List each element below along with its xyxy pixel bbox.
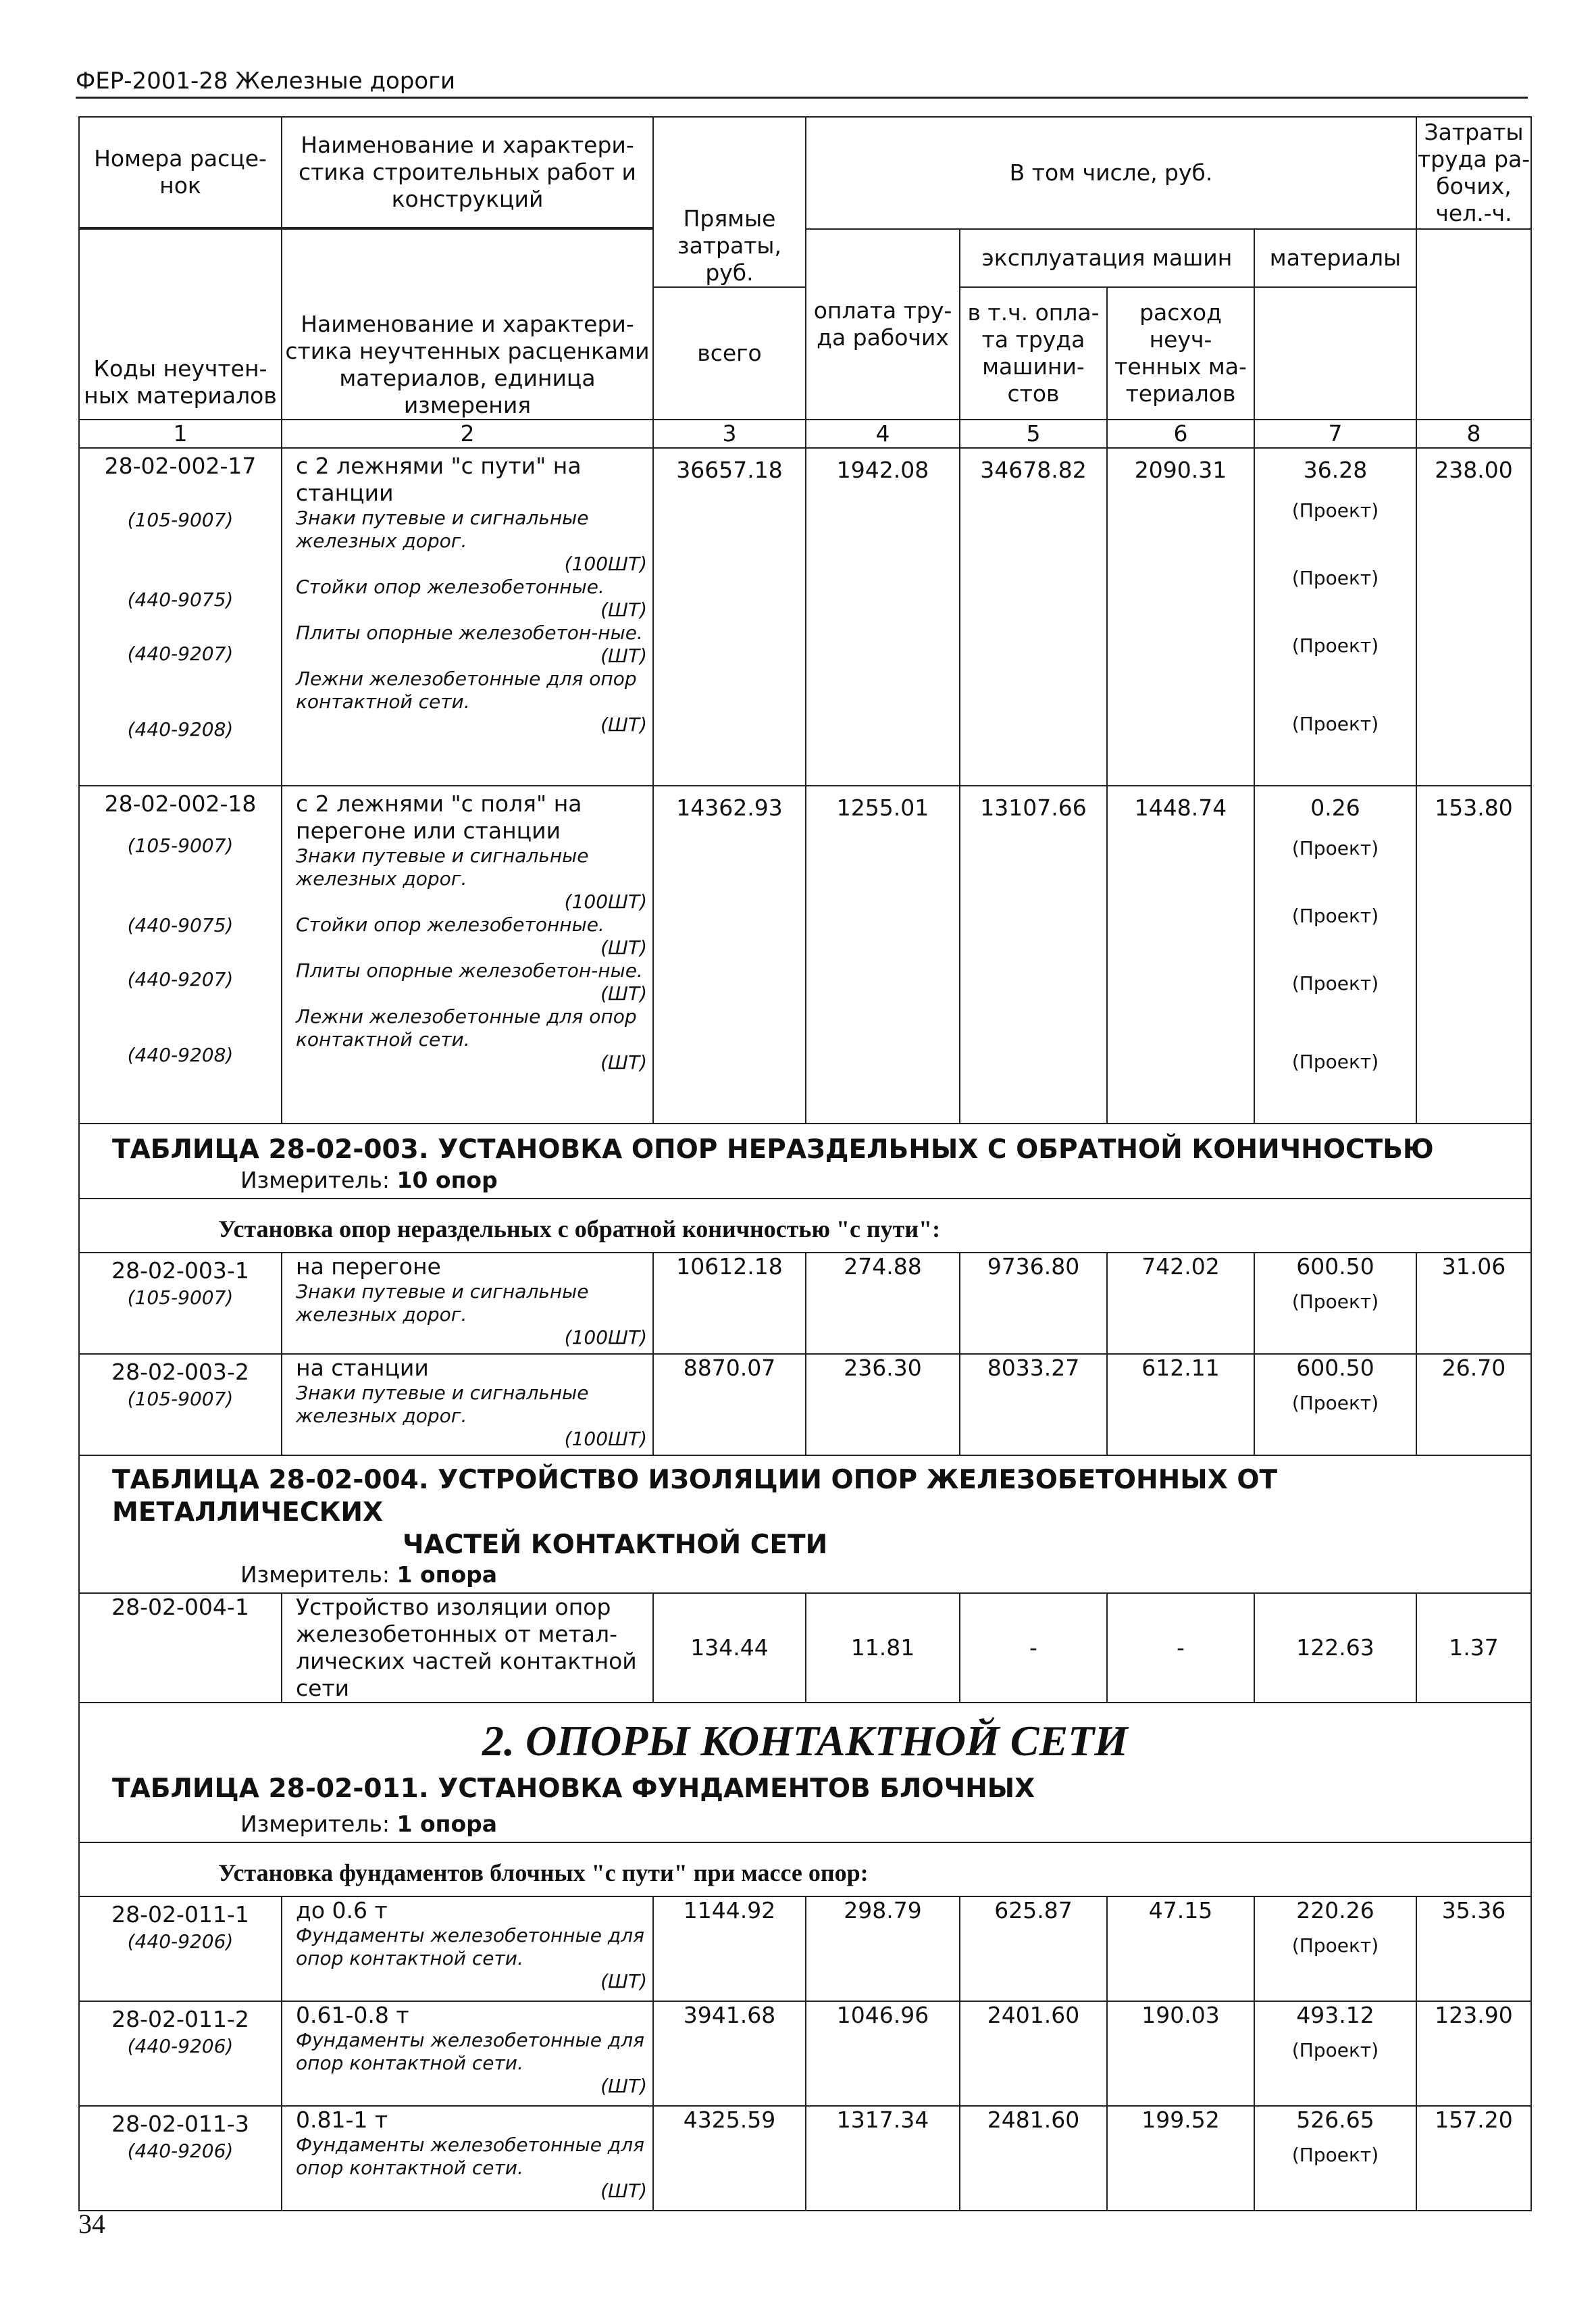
project-note: (Проект) <box>1291 713 1379 735</box>
labor-value: 238.00 <box>1416 448 1531 786</box>
machines-total: 2401.60 <box>960 2001 1107 2106</box>
meas-value: 1 опора <box>396 1561 497 1588</box>
project-note: (Проект) <box>1291 499 1379 522</box>
material-unit: (100ШТ) <box>564 1326 647 1349</box>
material-name: Плиты опорные железобетон-ные. <box>296 622 643 644</box>
machines-total: 2481.60 <box>960 2106 1107 2211</box>
rate-name: с 2 лежнями "с поля" на перегоне или станции <box>296 790 582 844</box>
col-num: 1 <box>79 420 282 448</box>
table-row <box>79 448 1531 786</box>
labor-value: 157.20 <box>1416 2106 1531 2211</box>
header-mat-codes: Коды неучтен-ных материалов <box>79 229 282 420</box>
col-num: 2 <box>282 420 653 448</box>
worker-pay: 1255.01 <box>806 786 960 1124</box>
machinist-pay: 1448.74 <box>1107 786 1254 1124</box>
direct-costs: 8870.07 <box>653 1354 806 1455</box>
material-code: (105-9007) <box>127 1286 234 1309</box>
labor-value: 123.90 <box>1416 2001 1531 2106</box>
project-note: (Проект) <box>1291 2144 1379 2166</box>
material-name: Лежни железобетонные для опор контактной сети. <box>296 1005 637 1051</box>
worker-pay: 1942.08 <box>806 448 960 786</box>
group-title: Установка фундаментов блочных "с пути" при массе опор: <box>79 1842 1531 1896</box>
material-unit: (100ШТ) <box>564 1428 647 1450</box>
materials-value: 493.12 <box>1296 2002 1374 2028</box>
machines-total: 625.87 <box>960 1896 1107 2001</box>
material-name: Знаки путевые и сигнальные железных дорог. <box>296 1280 589 1326</box>
direct-costs: 134.44 <box>653 1593 806 1703</box>
material-code: (440-9208) <box>127 718 234 740</box>
worker-pay: 274.88 <box>806 1253 960 1354</box>
material-code: (105-9007) <box>127 509 234 531</box>
table-title-cont: ЧАСТЕЙ КОНТАКТНОЙ СЕТИ <box>403 1530 828 1560</box>
header-labor: Затраты труда ра-бочих, чел.-ч. <box>1416 117 1531 229</box>
material-unit: (ШТ) <box>600 713 647 736</box>
machinist-pay: 199.52 <box>1107 2106 1254 2211</box>
worker-pay: 236.30 <box>806 1354 960 1455</box>
worker-pay: 11.81 <box>806 1593 960 1703</box>
materials-value: 220.26 <box>1296 1897 1374 1923</box>
project-note: (Проект) <box>1291 634 1379 657</box>
table-row <box>79 2001 1531 2106</box>
project-note: (Проект) <box>1291 905 1379 927</box>
header-including: В том числе, руб. <box>806 117 1416 229</box>
table-row <box>79 2106 1531 2211</box>
materials-value: 526.65 <box>1296 2107 1374 2133</box>
machinist-pay: - <box>1107 1593 1254 1703</box>
project-note: (Проект) <box>1291 972 1379 995</box>
material-unit: (ШТ) <box>600 1051 647 1074</box>
rate-code: 28-02-011-2 <box>111 2006 249 2032</box>
material-code: (440-9208) <box>127 1044 234 1066</box>
project-note: (Проект) <box>1291 1051 1379 1073</box>
worker-pay: 1317.34 <box>806 2106 960 2211</box>
table-title: ТАБЛИЦА 28-02-003. УСТАНОВКА ОПОР НЕРАЗДЕЛЬНЫХ С ОБРАТНОЙ КОНИЧНОСТЬЮ <box>79 1124 1531 1167</box>
meas-label: Измеритель: <box>240 1167 390 1193</box>
material-name: Знаки путевые и сигнальные железных дорог. <box>296 1382 589 1427</box>
rate-code: 28-02-003-1 <box>111 1257 249 1284</box>
material-unit: (100ШТ) <box>564 553 647 575</box>
project-note: (Проект) <box>1291 1934 1379 1957</box>
direct-costs: 36657.18 <box>653 448 806 786</box>
material-name: Лежни железобетонные для опор контактной сети. <box>296 668 637 713</box>
material-name: Стойки опор железобетонные. <box>296 576 604 598</box>
material-code: (440-9206) <box>127 2035 234 2057</box>
material-unit: (ШТ) <box>600 1970 647 1992</box>
table-row <box>79 1354 1531 1455</box>
materials-value: 0.26 <box>1310 795 1360 821</box>
direct-costs: 10612.18 <box>653 1253 806 1354</box>
direct-costs: 4325.59 <box>653 2106 806 2211</box>
labor-value: 153.80 <box>1416 786 1531 1124</box>
page-number: 34 <box>78 2209 105 2239</box>
material-name: Фундаменты железобетонные для опор контактной сети. <box>296 2029 644 2074</box>
machines-total: 8033.27 <box>960 1354 1107 1455</box>
rate-code: 28-02-011-1 <box>111 1901 249 1928</box>
material-name: Стойки опор железобетонные. <box>296 913 604 936</box>
header-mat-usage: расход неуч-тенных ма-териалов <box>1107 287 1254 420</box>
col-num: 6 <box>1107 420 1254 448</box>
material-unit: (ШТ) <box>600 2180 647 2202</box>
col-num: 4 <box>806 420 960 448</box>
worker-pay: 298.79 <box>806 1896 960 2001</box>
material-unit: (ШТ) <box>600 2075 647 2097</box>
header-work-name: Наименование и характери-стика строительных работ и конструкций <box>282 117 653 228</box>
project-note: (Проект) <box>1291 567 1379 589</box>
rate-code: 28-02-003-2 <box>111 1359 249 1385</box>
rate-code: 28-02-011-3 <box>111 2111 249 2137</box>
machines-total: 9736.80 <box>960 1253 1107 1354</box>
section-title: 2. ОПОРЫ КОНТАКТНОЙ СЕТИ <box>79 1703 1531 1770</box>
page-header: ФЕР-2001-28 Железные дороги <box>76 68 456 95</box>
direct-costs: 3941.68 <box>653 2001 806 2106</box>
material-code: (440-9207) <box>127 968 234 990</box>
header-machines: эксплуатация машин <box>960 229 1254 287</box>
labor-value: 31.06 <box>1416 1253 1531 1354</box>
machines-total: 13107.66 <box>960 786 1107 1124</box>
rate-name: до 0.6 т <box>296 1897 388 1923</box>
material-name: Знаки путевые и сигнальные железных дорог. <box>296 845 589 890</box>
header-mat-name: Наименование и характери-стика неучтенных расценками материалов, единица измерения <box>282 229 653 420</box>
header-machinist-pay: в т.ч. опла-та труда машини-стов <box>960 287 1107 420</box>
header-total: всего <box>653 287 806 420</box>
machinist-pay: 612.11 <box>1107 1354 1254 1455</box>
materials-value: 122.63 <box>1254 1593 1416 1703</box>
worker-pay: 1046.96 <box>806 2001 960 2106</box>
material-code: (440-9075) <box>127 588 234 611</box>
machines-total: 34678.82 <box>960 448 1107 786</box>
rate-code: 28-02-004-1 <box>79 1593 282 1703</box>
material-unit: (ШТ) <box>600 936 647 959</box>
materials-value: 600.50 <box>1296 1253 1374 1280</box>
rate-code: 28-02-002-17 <box>104 453 257 479</box>
header-worker-pay: оплата тру-да рабочих <box>806 229 960 420</box>
col-num: 3 <box>653 420 806 448</box>
material-unit: (ШТ) <box>600 982 647 1005</box>
material-code: (440-9206) <box>127 1930 234 1953</box>
direct-costs: 14362.93 <box>653 786 806 1124</box>
header-rate-no: Номера расце-нок <box>79 117 282 228</box>
material-code: (105-9007) <box>127 1388 234 1410</box>
material-unit: (100ШТ) <box>564 890 647 913</box>
group-title: Установка опор нераздельных с обратной коничностью "с пути": <box>79 1199 1531 1253</box>
header-labor-cont <box>1416 229 1531 420</box>
material-code: (440-9207) <box>127 643 234 665</box>
meas-value: 1 опора <box>396 1811 497 1837</box>
meas-label: Измеритель: <box>240 1811 390 1837</box>
material-name: Знаки путевые и сигнальные железных дорог. <box>296 507 589 552</box>
table-row <box>79 1253 1531 1354</box>
rate-name: на перегоне <box>296 1253 441 1280</box>
material-name: Фундаменты железобетонные для опор контактной сети. <box>296 1924 644 1969</box>
machinist-pay: 742.02 <box>1107 1253 1254 1354</box>
material-unit: (ШТ) <box>600 599 647 621</box>
rate-name: 0.61-0.8 т <box>296 2002 409 2028</box>
project-note: (Проект) <box>1291 2039 1379 2061</box>
material-code: (105-9007) <box>127 834 234 857</box>
col-num: 7 <box>1254 420 1416 448</box>
col-num: 5 <box>960 420 1107 448</box>
machinist-pay: 47.15 <box>1107 1896 1254 2001</box>
meas-value: 10 опор <box>396 1167 498 1193</box>
project-note: (Проект) <box>1291 1392 1379 1414</box>
labor-value: 1.37 <box>1416 1593 1531 1703</box>
labor-value: 26.70 <box>1416 1354 1531 1455</box>
rates-table <box>78 116 1532 2211</box>
material-name: Плиты опорные железобетон-ные. <box>296 959 643 982</box>
rate-name: 0.81-1 т <box>296 2107 388 2133</box>
machinist-pay: 190.03 <box>1107 2001 1254 2106</box>
meas-label: Измеритель: <box>240 1561 390 1588</box>
material-code: (440-9206) <box>127 2140 234 2162</box>
rate-name: на станции <box>296 1355 429 1381</box>
material-code: (440-9075) <box>127 914 234 936</box>
rate-name: Устройство изоляции опор железобетонных от метал-лических частей контактной сети <box>282 1593 653 1703</box>
project-note: (Проект) <box>1291 1290 1379 1313</box>
materials-value: 600.50 <box>1296 1355 1374 1381</box>
table-title: ТАБЛИЦА 28-02-011. УСТАНОВКА ФУНДАМЕНТОВ БЛОЧНЫХ <box>79 1770 1531 1811</box>
direct-costs: 1144.92 <box>653 1896 806 2001</box>
header-direct-costs: Прямые затраты, руб. <box>653 117 806 287</box>
table-row <box>79 1593 1531 1703</box>
rate-name: с 2 лежнями "с пути" на станции <box>296 453 582 506</box>
col-num: 8 <box>1416 420 1531 448</box>
labor-value: 35.36 <box>1416 1896 1531 2001</box>
table-row <box>79 1896 1531 2001</box>
table-title: ТАБЛИЦА 28-02-004. УСТРОЙСТВО ИЗОЛЯЦИИ ОПОР ЖЕЛЕЗОБЕТОННЫХ ОТ МЕТАЛЛИЧЕСКИХ <box>112 1465 1278 1528</box>
material-name: Фундаменты железобетонные для опор контактной сети. <box>296 2134 644 2179</box>
machinist-pay: 2090.31 <box>1107 448 1254 786</box>
machines-total: - <box>960 1593 1107 1703</box>
materials-value: 36.28 <box>1303 457 1368 483</box>
project-note: (Проект) <box>1291 837 1379 859</box>
rate-code: 28-02-002-18 <box>104 790 257 817</box>
header-rule <box>76 97 1528 99</box>
material-unit: (ШТ) <box>600 645 647 667</box>
header-materials: материалы <box>1254 229 1416 287</box>
table-row <box>79 786 1531 1124</box>
